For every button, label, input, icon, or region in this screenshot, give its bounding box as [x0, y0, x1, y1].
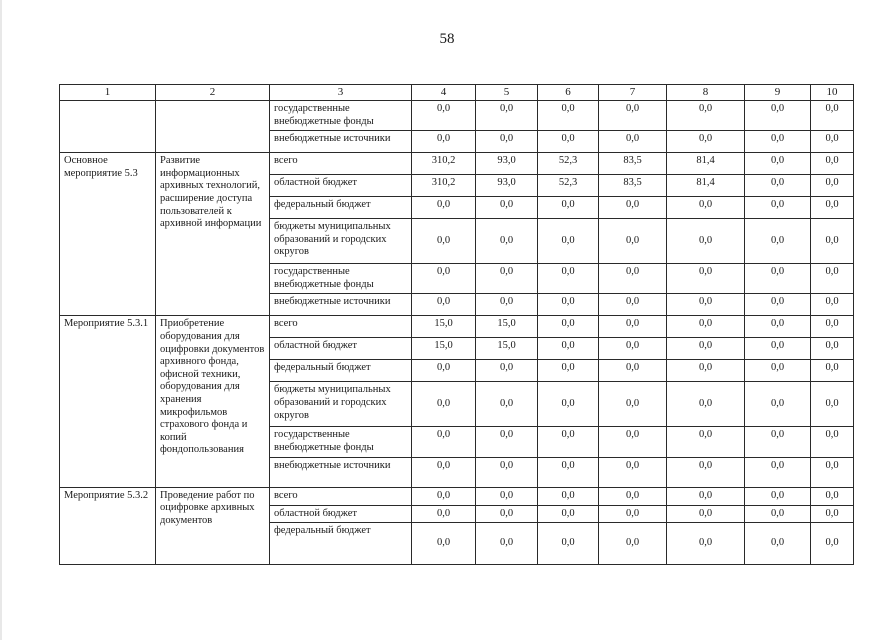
budget-body: [60, 101, 854, 565]
value-cell: 0,0: [599, 197, 667, 219]
value-cell: 0,0: [538, 505, 599, 523]
value-cell: 0,0: [538, 427, 599, 457]
value-cell: 0,0: [811, 197, 854, 219]
value-cell: 0,0: [476, 505, 538, 523]
column-header: 2: [156, 85, 270, 101]
value-cell: 0,0: [599, 487, 667, 505]
value-cell: 0,0: [811, 457, 854, 487]
value-cell: 0,0: [476, 487, 538, 505]
value-cell: 0,0: [811, 487, 854, 505]
value-cell: 0,0: [599, 264, 667, 294]
value-cell: 0,0: [538, 338, 599, 360]
activity-name: Мероприятие 5.3.2: [60, 487, 156, 565]
table-row: [60, 153, 854, 175]
value-cell: 0,0: [476, 382, 538, 427]
value-cell: 0,0: [476, 197, 538, 219]
value-cell: 0,0: [599, 294, 667, 316]
value-cell: 0,0: [745, 294, 811, 316]
value-cell: 0,0: [538, 294, 599, 316]
table-row: [60, 316, 854, 338]
value-cell: 0,0: [538, 219, 599, 264]
column-header: 9: [745, 85, 811, 101]
value-cell: 0,0: [745, 457, 811, 487]
value-cell: 0,0: [476, 101, 538, 131]
value-cell: 0,0: [745, 131, 811, 153]
value-cell: 0,0: [745, 219, 811, 264]
value-cell: 0,0: [476, 219, 538, 264]
value-cell: 0,0: [667, 101, 745, 131]
value-cell: 0,0: [412, 360, 476, 382]
funding-source: бюджеты муниципальных образований и городских округов: [270, 219, 412, 264]
value-cell: 0,0: [811, 316, 854, 338]
value-cell: 0,0: [667, 382, 745, 427]
value-cell: 0,0: [412, 487, 476, 505]
value-cell: 0,0: [745, 382, 811, 427]
value-cell: 0,0: [538, 101, 599, 131]
value-cell: 0,0: [811, 382, 854, 427]
value-cell: 0,0: [811, 427, 854, 457]
value-cell: 52,3: [538, 175, 599, 197]
value-cell: 81,4: [667, 175, 745, 197]
column-header: 5: [476, 85, 538, 101]
funding-source: федеральный бюджет: [270, 523, 412, 565]
value-cell: 0,0: [412, 197, 476, 219]
value-cell: 0,0: [599, 382, 667, 427]
value-cell: 0,0: [476, 264, 538, 294]
value-cell: 52,3: [538, 153, 599, 175]
funding-source: государственные внебюджетные фонды: [270, 427, 412, 457]
value-cell: 0,0: [412, 131, 476, 153]
value-cell: 15,0: [412, 338, 476, 360]
table-row: [60, 101, 854, 131]
value-cell: 0,0: [476, 294, 538, 316]
activity-name: Основное мероприятие 5.3: [60, 153, 156, 316]
value-cell: 0,0: [412, 219, 476, 264]
header-row: [60, 85, 854, 101]
funding-source: всего: [270, 316, 412, 338]
value-cell: 0,0: [599, 131, 667, 153]
funding-source: внебюджетные источники: [270, 457, 412, 487]
value-cell: 0,0: [538, 360, 599, 382]
value-cell: 83,5: [599, 175, 667, 197]
value-cell: 0,0: [811, 131, 854, 153]
value-cell: 0,0: [667, 427, 745, 457]
value-cell: 0,0: [538, 487, 599, 505]
value-cell: 0,0: [745, 264, 811, 294]
value-cell: 0,0: [476, 457, 538, 487]
value-cell: 0,0: [599, 505, 667, 523]
value-cell: 0,0: [599, 523, 667, 565]
value-cell: 0,0: [811, 175, 854, 197]
value-cell: 0,0: [745, 338, 811, 360]
value-cell: 0,0: [476, 523, 538, 565]
scan-edge: [0, 0, 2, 640]
value-cell: 310,2: [412, 175, 476, 197]
activity-description: Проведение работ по оцифровке архивных документов: [156, 487, 270, 565]
value-cell: 0,0: [745, 316, 811, 338]
value-cell: 0,0: [745, 427, 811, 457]
column-header: 8: [667, 85, 745, 101]
value-cell: 0,0: [412, 382, 476, 427]
value-cell: 0,0: [667, 360, 745, 382]
activity-name: Мероприятие 5.3.1: [60, 316, 156, 487]
funding-source: внебюджетные источники: [270, 294, 412, 316]
value-cell: 0,0: [811, 523, 854, 565]
value-cell: 0,0: [538, 131, 599, 153]
page-number: 58: [439, 31, 455, 47]
value-cell: 0,0: [538, 523, 599, 565]
value-cell: 0,0: [745, 505, 811, 523]
funding-source: областной бюджет: [270, 338, 412, 360]
column-header: 7: [599, 85, 667, 101]
value-cell: 0,0: [745, 523, 811, 565]
value-cell: 0,0: [476, 131, 538, 153]
value-cell: 0,0: [538, 316, 599, 338]
value-cell: 0,0: [538, 457, 599, 487]
column-header: 1: [60, 85, 156, 101]
budget-table: [59, 84, 854, 565]
value-cell: 83,5: [599, 153, 667, 175]
value-cell: 0,0: [811, 219, 854, 264]
value-cell: 0,0: [667, 487, 745, 505]
activity-description: Развитие информационных архивных технологий, расширение доступа пользователей к архивной информации: [156, 153, 270, 316]
value-cell: 0,0: [667, 523, 745, 565]
value-cell: 0,0: [667, 219, 745, 264]
value-cell: 0,0: [599, 457, 667, 487]
column-header: 3: [270, 85, 412, 101]
value-cell: 0,0: [412, 457, 476, 487]
value-cell: 0,0: [538, 382, 599, 427]
value-cell: 93,0: [476, 175, 538, 197]
funding-source: всего: [270, 153, 412, 175]
value-cell: 0,0: [745, 360, 811, 382]
value-cell: 0,0: [412, 427, 476, 457]
value-cell: 0,0: [667, 294, 745, 316]
value-cell: 0,0: [811, 338, 854, 360]
value-cell: 0,0: [538, 264, 599, 294]
value-cell: 0,0: [667, 197, 745, 219]
funding-source: федеральный бюджет: [270, 360, 412, 382]
funding-source: областной бюджет: [270, 175, 412, 197]
value-cell: 15,0: [412, 316, 476, 338]
value-cell: 0,0: [599, 427, 667, 457]
value-cell: 0,0: [412, 505, 476, 523]
value-cell: 0,0: [745, 487, 811, 505]
value-cell: 310,2: [412, 153, 476, 175]
value-cell: 15,0: [476, 338, 538, 360]
value-cell: 0,0: [599, 360, 667, 382]
value-cell: 0,0: [667, 264, 745, 294]
value-cell: 0,0: [599, 338, 667, 360]
table-row: [60, 487, 854, 505]
value-cell: 81,4: [667, 153, 745, 175]
value-cell: 0,0: [412, 294, 476, 316]
value-cell: 0,0: [412, 523, 476, 565]
funding-source: областной бюджет: [270, 505, 412, 523]
value-cell: 0,0: [811, 505, 854, 523]
column-header: 4: [412, 85, 476, 101]
activity-name: [60, 101, 156, 153]
column-header: 6: [538, 85, 599, 101]
value-cell: 0,0: [538, 197, 599, 219]
column-header: 10: [811, 85, 854, 101]
value-cell: 0,0: [667, 338, 745, 360]
value-cell: 0,0: [745, 101, 811, 131]
value-cell: 0,0: [476, 427, 538, 457]
activity-description: Приобретение оборудования для оцифровки документов архивного фонда, офисной техники, оборудования для хранения микрофильмов страхового фонда и копий фондопользования: [156, 316, 270, 487]
activity-description: [156, 101, 270, 153]
value-cell: 0,0: [811, 360, 854, 382]
value-cell: 0,0: [667, 505, 745, 523]
value-cell: 0,0: [745, 175, 811, 197]
value-cell: 0,0: [811, 294, 854, 316]
value-cell: 0,0: [412, 101, 476, 131]
funding-source: федеральный бюджет: [270, 197, 412, 219]
value-cell: 0,0: [745, 153, 811, 175]
funding-source: государственные внебюджетные фонды: [270, 264, 412, 294]
funding-source: всего: [270, 487, 412, 505]
value-cell: 0,0: [667, 316, 745, 338]
value-cell: 0,0: [476, 360, 538, 382]
value-cell: 0,0: [811, 264, 854, 294]
value-cell: 0,0: [599, 101, 667, 131]
value-cell: 0,0: [599, 316, 667, 338]
value-cell: 0,0: [811, 101, 854, 131]
value-cell: 0,0: [745, 197, 811, 219]
funding-source: государственные внебюджетные фонды: [270, 101, 412, 131]
funding-source: бюджеты муниципальных образований и городских округов: [270, 382, 412, 427]
value-cell: 0,0: [667, 457, 745, 487]
value-cell: 0,0: [412, 264, 476, 294]
value-cell: 0,0: [667, 131, 745, 153]
value-cell: 93,0: [476, 153, 538, 175]
value-cell: 0,0: [599, 219, 667, 264]
funding-source: внебюджетные источники: [270, 131, 412, 153]
value-cell: 0,0: [811, 153, 854, 175]
value-cell: 15,0: [476, 316, 538, 338]
